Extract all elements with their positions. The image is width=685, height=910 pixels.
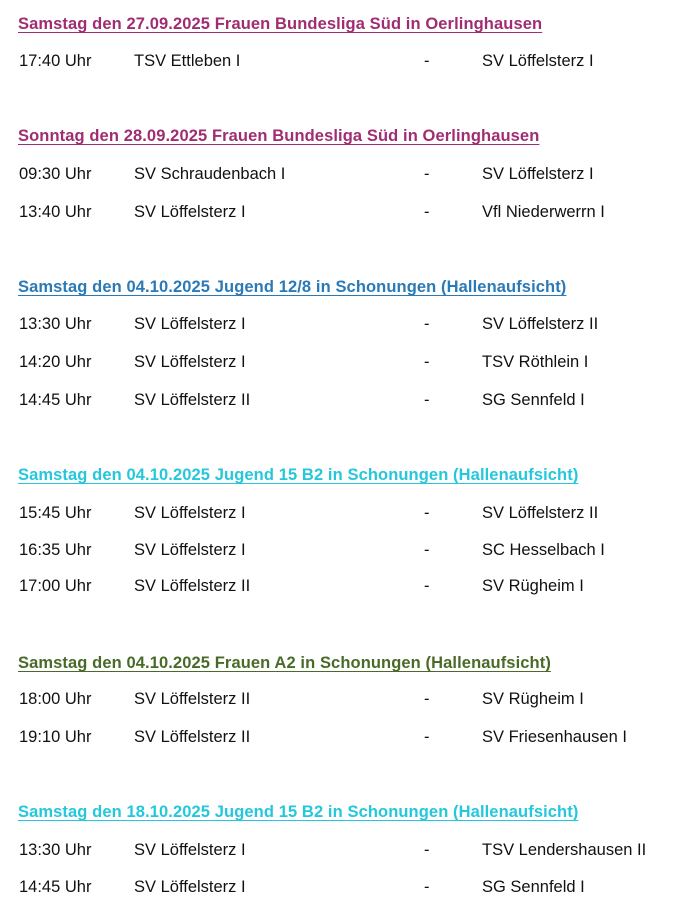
match-row: [0, 315, 685, 339]
home-team: SV Löffelsterz II: [134, 728, 251, 746]
separator: -: [424, 878, 430, 896]
match-time: 19:10 Uhr: [19, 728, 92, 746]
section-heading: Samstag den 18.10.2025 Jugend 15 B2 in Schonungen (Hallenaufsicht): [18, 803, 579, 821]
match-time: 13:30 Uhr: [19, 315, 92, 333]
section-heading: Sonntag den 28.09.2025 Frauen Bundesliga Süd in Oerlinghausen: [18, 127, 540, 145]
match-time: 14:45 Uhr: [19, 391, 92, 409]
home-team: SV Löffelsterz I: [134, 541, 246, 559]
match-time: 17:40 Uhr: [19, 52, 92, 70]
match-time: 14:20 Uhr: [19, 353, 92, 371]
match-row: [0, 165, 685, 189]
match-row: [0, 690, 685, 714]
separator: -: [424, 690, 430, 708]
section-heading: Samstag den 27.09.2025 Frauen Bundesliga Süd in Oerlinghausen: [18, 15, 543, 33]
separator: -: [424, 52, 430, 70]
away-team: TSV Lendershausen II: [482, 841, 647, 859]
separator: -: [424, 841, 430, 859]
away-team: SV Friesenhausen I: [482, 728, 627, 746]
away-team: SV Löffelsterz I: [482, 52, 594, 70]
separator: -: [424, 315, 430, 333]
separator: -: [424, 577, 430, 595]
home-team: SV Löffelsterz I: [134, 841, 246, 859]
home-team: SV Löffelsterz II: [134, 690, 251, 708]
away-team: SV Löffelsterz I: [482, 165, 594, 183]
separator: -: [424, 391, 430, 409]
match-time: 13:40 Uhr: [19, 203, 92, 221]
separator: -: [424, 165, 430, 183]
separator: -: [424, 728, 430, 746]
separator: -: [424, 353, 430, 371]
away-team: TSV Röthlein I: [482, 353, 589, 371]
away-team: SG Sennfeld I: [482, 391, 585, 409]
away-team: SV Löffelsterz II: [482, 504, 599, 522]
match-row: [0, 577, 685, 601]
match-time: 13:30 Uhr: [19, 841, 92, 859]
away-team: SV Rügheim I: [482, 690, 584, 708]
home-team: SV Löffelsterz I: [134, 203, 246, 221]
away-team: SC Hesselbach I: [482, 541, 605, 559]
match-row: [0, 391, 685, 415]
match-row: [0, 878, 685, 902]
match-row: [0, 841, 685, 865]
separator: -: [424, 541, 430, 559]
match-row: [0, 203, 685, 227]
home-team: SV Löffelsterz I: [134, 353, 246, 371]
separator: -: [424, 203, 430, 221]
home-team: SV Löffelsterz I: [134, 504, 246, 522]
section-heading: Samstag den 04.10.2025 Jugend 12/8 in Schonungen (Hallenaufsicht): [18, 278, 567, 296]
home-team: SV Löffelsterz I: [134, 878, 246, 896]
away-team: SG Sennfeld I: [482, 878, 585, 896]
home-team: SV Löffelsterz II: [134, 577, 251, 595]
home-team: SV Löffelsterz II: [134, 391, 251, 409]
section-heading: Samstag den 04.10.2025 Frauen A2 in Schonungen (Hallenaufsicht): [18, 654, 551, 672]
match-row: [0, 541, 685, 565]
away-team: Vfl Niederwerrn I: [482, 203, 605, 221]
match-time: 16:35 Uhr: [19, 541, 92, 559]
away-team: SV Löffelsterz II: [482, 315, 599, 333]
home-team: TSV Ettleben I: [134, 52, 241, 70]
match-row: [0, 353, 685, 377]
home-team: SV Schraudenbach I: [134, 165, 286, 183]
match-row: [0, 728, 685, 752]
match-row: [0, 52, 685, 76]
away-team: SV Rügheim I: [482, 577, 584, 595]
section-heading: Samstag den 04.10.2025 Jugend 15 B2 in Schonungen (Hallenaufsicht): [18, 466, 579, 484]
separator: -: [424, 504, 430, 522]
home-team: SV Löffelsterz I: [134, 315, 246, 333]
match-time: 09:30 Uhr: [19, 165, 92, 183]
match-time: 14:45 Uhr: [19, 878, 92, 896]
match-row: [0, 504, 685, 528]
match-time: 18:00 Uhr: [19, 690, 92, 708]
match-time: 17:00 Uhr: [19, 577, 92, 595]
match-time: 15:45 Uhr: [19, 504, 92, 522]
